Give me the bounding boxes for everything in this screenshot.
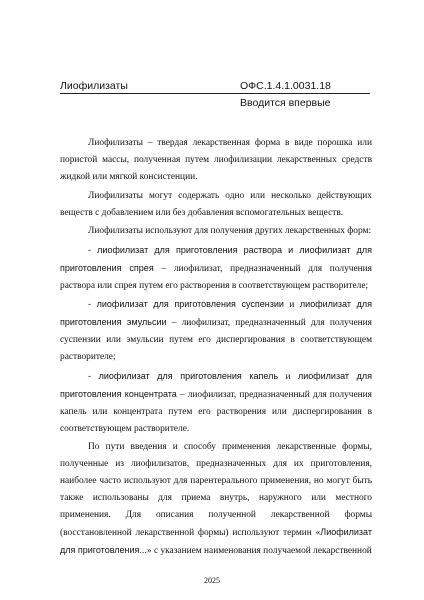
paragraph: [60, 368, 372, 438]
paragraph-text: Лиофилизаты могут содержать одно или несколько действующих веществ с добавлением или без добавления вспомогательных веществ.: [60, 190, 372, 218]
header-rule: [60, 93, 370, 94]
term-text: лиофилизат для приготовления концентрата: [60, 370, 372, 399]
term-text: - лиофилизат для приготовления суспензии: [88, 299, 284, 309]
document-title: Лиофилизаты: [60, 80, 128, 92]
paragraph-text: По пути введения и способу применения лекарственные формы, полученные из лиофилизатов, предназначенных для их приготовления, наиболее часто используют для парентерального применения, но могут быть также использованы для приема внутрь, наружного или местного применения. Для описания полученной лекарственной формы (восстановленной лекарственной формы) используют термин «: [60, 442, 372, 538]
paragraph-text: Лиофилизаты – твердая лекарственная форма в виде порошка или пористой массы, полученная путем лиофилизации лекарственных средств жидкой или мягкой консистенции.: [60, 138, 372, 182]
paragraph-text: – лиофилизат, предназначенный для получения раствора или спрея путем его растворения в соответствующем растворителе;: [60, 263, 372, 291]
paragraph: [60, 439, 372, 560]
paragraph-text: и: [278, 371, 298, 382]
paragraph-text: и: [283, 300, 300, 310]
document-body: [60, 135, 372, 562]
paragraph: [60, 223, 372, 240]
term-text: Лиофилизат для приготовления...: [60, 527, 372, 555]
paragraph-text: » с указанием наименования получаемой лекарственной: [146, 546, 372, 556]
term-text: - лиофилизат для приготовления капель: [88, 370, 279, 381]
document-code: ОФС.1.4.1.0031.18: [240, 80, 331, 92]
paragraph: [60, 242, 372, 295]
paragraph: [60, 296, 372, 366]
introduction-note: Вводится впервые: [240, 97, 331, 109]
paragraph-text: – лиофилизат, предназначенный для получения суспензии или эмульсии путем его диспергирования в соответствующем растворителе;: [60, 318, 372, 362]
term-text: - лиофилизат для приготовления раствора и лиофилизат для приготовления спрея: [60, 244, 372, 273]
paragraph: [60, 188, 372, 222]
paragraph-text: Лиофилизаты используют для получения других лекарственных форм:: [88, 226, 372, 236]
term-text: лиофилизат для приготовления эмульсии: [60, 299, 372, 327]
paragraph: [60, 135, 372, 186]
page-number: 2025: [204, 576, 220, 585]
paragraph-text: – лиофилизат, предназначенный для получения капель или концентрата путем его растворения или диспергирования в соответствующем растворителе.: [60, 389, 372, 434]
